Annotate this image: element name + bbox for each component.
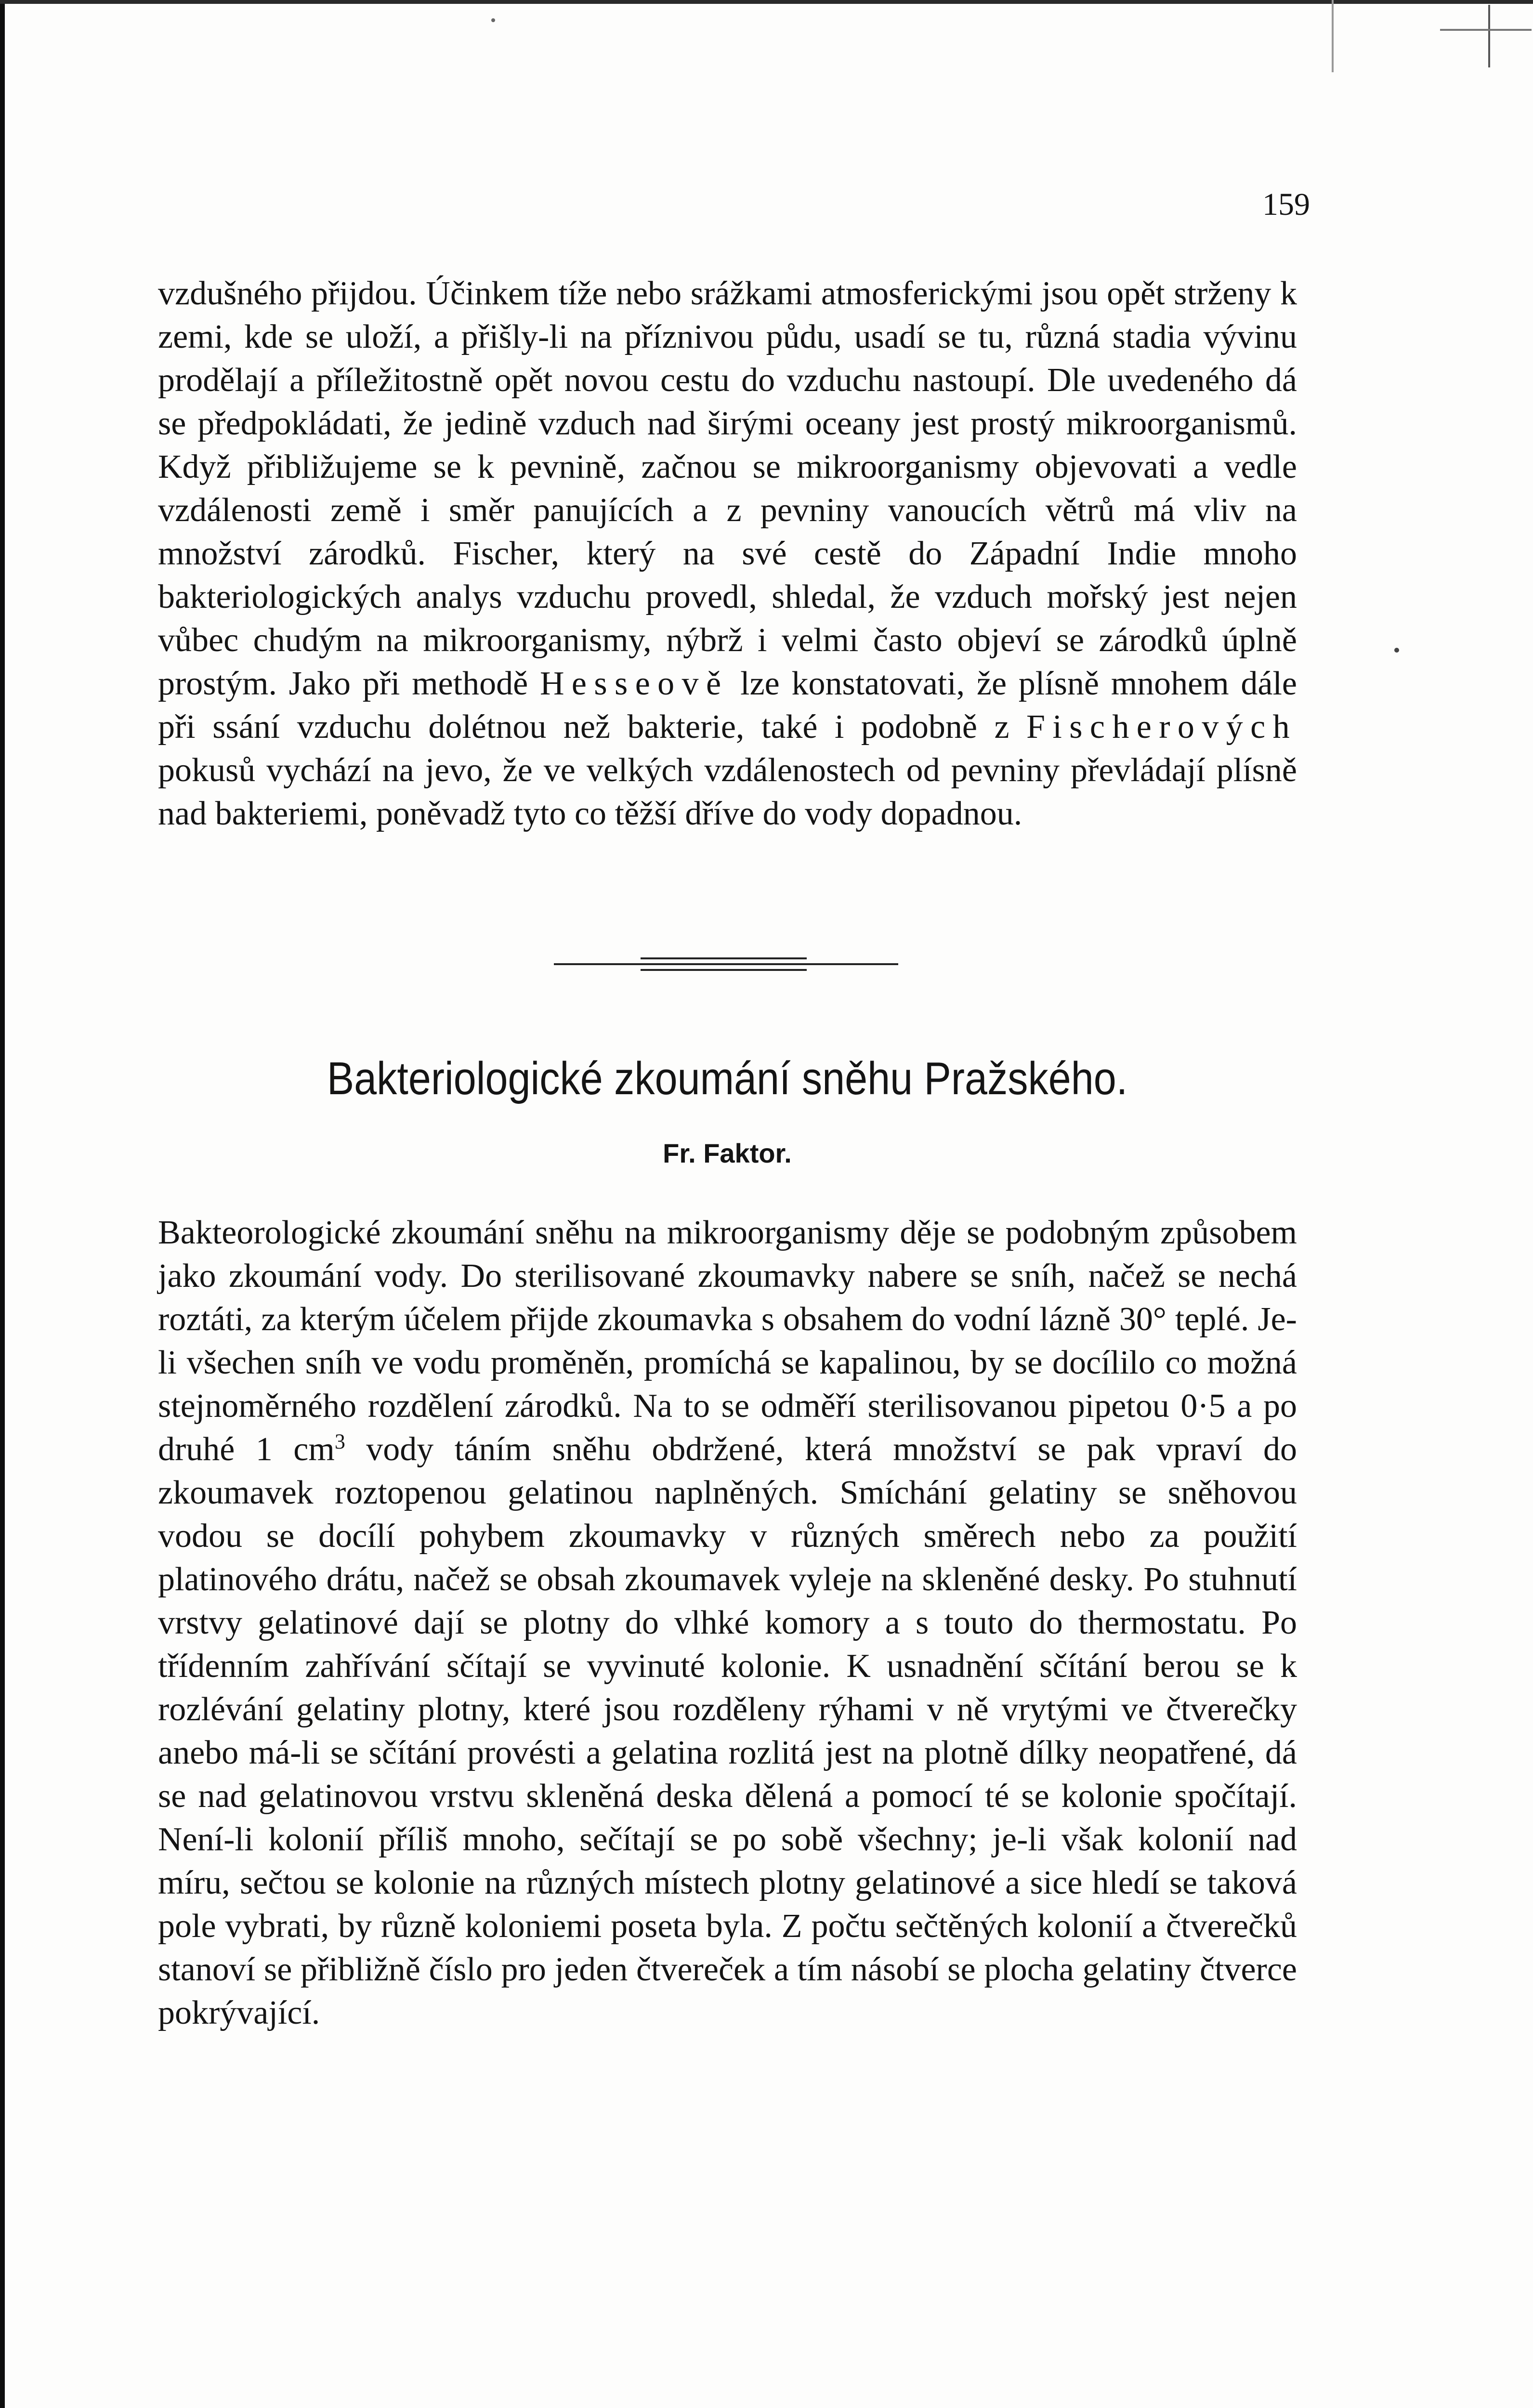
scan-speck [1394,648,1399,653]
article-body-text-1: Bakteorologické zkoumání sněhu na mikroorganismy děje se podobným způsobem jako zkoumání vody. Do sterilisované zkoumavky nabere se sníh, načež se nechá roztáti, za kterým účelem přijde zkoumavka s obsahem do vodní lázně 30° teplé. Je-li všechen sníh ve vodu proměněn, promíchá se kapalinou, by se docílilo co možná stejnoměrného rozdělení zárodků. Na to se odměří sterilisovanou pipetou 0·5 a po druhé 1 cm [158,1214,1297,1468]
article-title: Bakteriologické zkoumání sněhu Pražského. [327,1053,1128,1104]
intro-text-2: lze konstatovati, že plísně mnohem dále při ssání vzduchu dolétnou než bakterie, také i podobně z [158,665,1297,746]
scan-edge-left [0,0,5,2408]
intro-text: vzdušného přijdou. Účinkem tíže nebo srážkami atmosferickými jsou opět strženy k zemi, kde se uloží, a přišly-li na příznivou půdu, usadí se tu, různá stadia vývinu prodělají a příležitostně opět novou cestu do vzduchu nastoupí. Dle uvedeného dá se předpokládati, že jedině vzduch nad širými oceany jest prostý mikroorganismů. Když přibližujeme se k pevnině, začnou se mikroorganismy objevovati a vedle vzdálenosti země i směr panujících a z pevniny vanoucích větrů má vliv na množství zárodků. Fischer, který na své cestě do Západní Indie mnoho bakteriologických analys vzduchu provedl, shledal, že vzduch mořský jest nejen vůbec chudým na mikroorganismy, nýbrž i velmi často objeví se zárodků úplně prostým. Jako při methodě [158,275,1297,702]
intro-paragraph [158,272,1297,836]
name-hesse: Hesseově [539,665,729,702]
intro-text-3: pokusů vychází na jevo, že ve velkých vzdálenostech od pevniny převládají plísně nad bakteriemi, poněvadž tyto co těžší dříve do vody dopadnou. [158,752,1297,832]
scan-edge-top [0,0,1533,4]
superscript-3: 3 [334,1429,345,1453]
article-author: Fr. Faktor. [663,1138,792,1168]
scan-speck [491,18,495,22]
scan-mark [1440,29,1532,31]
section-divider [554,957,898,972]
scan-mark [1332,0,1334,72]
article-body-text-2: vody táním sněhu obdržené, která množství se pak vpraví do zkoumavek roztopenou gelatinou naplněných. Smíchání gelatiny se sněhovou vodou se docílí pohybem zkoumavky v různých směrech nebo za použití platinového drátu, načež se obsah zkoumavek vyleje na skleněné desky. Po stuhnutí vrstvy gelatinové dají se plotny do vlhké komory a s touto do thermostatu. Po třídenním zahřívání sčítají se vyvinuté kolonie. K usnadnění sčítání berou se k rozlévání gelatiny plotny, které jsou rozděleny rýhami v ně vrytými ve čtverečky anebo má-li se sčítání provésti a gelatina rozlitá jest na plotně dílky neopatřené, dá se nad gelatinovou vrstvu skleněná deska dělená a pomocí té se kolonie spočítají. Není-li kolonií příliš mnoho, sečítají se po sobě všechny; je-li však kolonií nad míru, sečtou se kolonie na různých místech plotny gelatinové a sice hledí se taková pole vybrati, by různě koloniemi poseta byla. Z počtu sečtěných kolonií a čtverečků stanoví se přibližně číslo pro jeden čtvereček a tím násobí se plocha gelatiny čtverce pokrývající. [158,1431,1297,2031]
article-body [158,1211,1297,2035]
page-number: 159 [1262,187,1310,222]
name-fischer: Fischerových [1026,708,1297,746]
scan-mark [1488,5,1490,67]
